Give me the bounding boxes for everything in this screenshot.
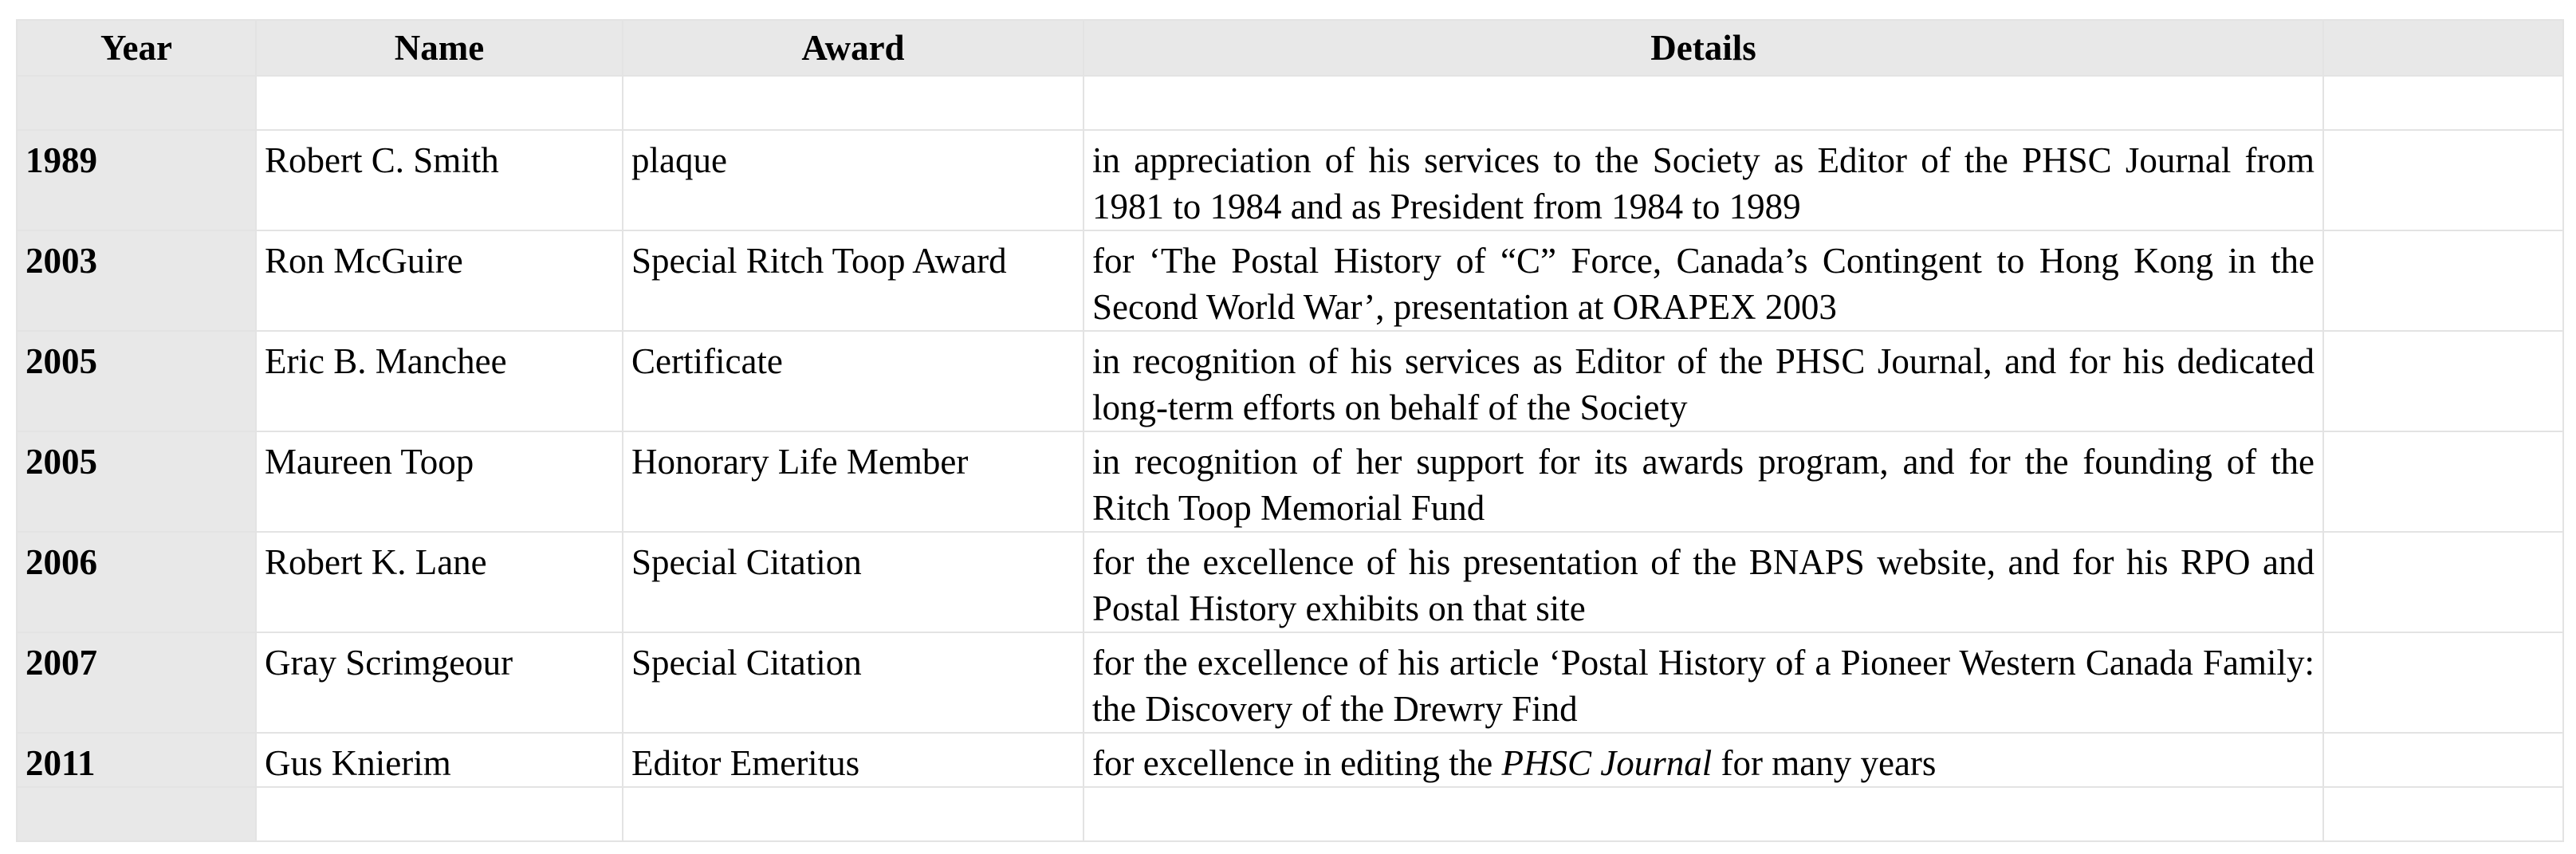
spacer-cell	[256, 787, 623, 841]
details-cell: in recognition of her support for its awards program, and for the founding of the Ritch Toop Memorial Fund	[1083, 431, 2323, 532]
spacer-cell	[1083, 787, 2323, 841]
details-cell	[1083, 733, 2323, 787]
year-cell: 2007	[17, 632, 256, 733]
spacer-row-bottom	[17, 787, 2563, 841]
year-cell: 2011	[17, 733, 256, 787]
name-cell: Eric B. Manchee	[256, 331, 623, 431]
award-cell: plaque	[623, 130, 1083, 230]
spacer-cell	[256, 76, 623, 130]
table-row	[17, 230, 2563, 331]
extra-cell	[2323, 733, 2563, 787]
spacer-cell	[2323, 787, 2563, 841]
name-cell: Robert K. Lane	[256, 532, 623, 632]
spacer-cell	[17, 787, 256, 841]
details-cell: in appreciation of his services to the Society as Editor of the PHSC Journal from 1981 to 1984 and as President from 1984 to 1989	[1083, 130, 2323, 230]
year-cell: 2005	[17, 331, 256, 431]
header-award: Award	[623, 20, 1083, 76]
details-cell: for the excellence of his presentation of the BNAPS website, and for his RPO and Postal History exhibits on that site	[1083, 532, 2323, 632]
extra-cell	[2323, 230, 2563, 331]
name-cell: Ron McGuire	[256, 230, 623, 331]
spacer-cell	[17, 76, 256, 130]
extra-cell	[2323, 130, 2563, 230]
details-cell: for the excellence of his article ‘Postal History of a Pioneer Western Canada Family: the Discovery of the Drewry Find	[1083, 632, 2323, 733]
year-cell: 2003	[17, 230, 256, 331]
header-details: Details	[1083, 20, 2323, 76]
award-cell: Editor Emeritus	[623, 733, 1083, 787]
spacer-cell	[2323, 76, 2563, 130]
table-row	[17, 130, 2563, 230]
name-cell: Gray Scrimgeour	[256, 632, 623, 733]
table-row	[17, 632, 2563, 733]
header-year: Year	[17, 20, 256, 76]
spacer-cell	[1083, 76, 2323, 130]
year-cell: 2006	[17, 532, 256, 632]
details-cell: in recognition of his services as Editor of the PHSC Journal, and for his dedicated long-term efforts on behalf of the Society	[1083, 331, 2323, 431]
table-row	[17, 532, 2563, 632]
award-cell: Honorary Life Member	[623, 431, 1083, 532]
year-cell: 2005	[17, 431, 256, 532]
awards-table-container	[16, 19, 2562, 842]
award-cell: Special Citation	[623, 632, 1083, 733]
spacer-cell	[623, 76, 1083, 130]
extra-cell	[2323, 331, 2563, 431]
name-cell: Gus Knierim	[256, 733, 623, 787]
award-cell: Special Citation	[623, 532, 1083, 632]
name-cell: Maureen Toop	[256, 431, 623, 532]
year-cell: 1989	[17, 130, 256, 230]
header-extra	[2323, 20, 2563, 76]
details-cell: for ‘The Postal History of “C” Force, Canada’s Contingent to Hong Kong in the Second World War’, presentation at ORAPEX 2003	[1083, 230, 2323, 331]
name-cell: Robert C. Smith	[256, 130, 623, 230]
header-row	[17, 20, 2563, 76]
extra-cell	[2323, 431, 2563, 532]
spacer-cell	[623, 787, 1083, 841]
extra-cell	[2323, 632, 2563, 733]
table-row	[17, 431, 2563, 532]
spacer-row-top	[17, 76, 2563, 130]
awards-table	[16, 19, 2564, 842]
header-name: Name	[256, 20, 623, 76]
table-row	[17, 733, 2563, 787]
extra-cell	[2323, 532, 2563, 632]
award-cell: Certificate	[623, 331, 1083, 431]
award-cell: Special Ritch Toop Award	[623, 230, 1083, 331]
table-row	[17, 331, 2563, 431]
details-text-before: for excellence in editing the	[1092, 743, 1502, 783]
details-text-after: for many years	[1712, 743, 1937, 783]
journal-title-italic: PHSC Journal	[1501, 743, 1713, 783]
